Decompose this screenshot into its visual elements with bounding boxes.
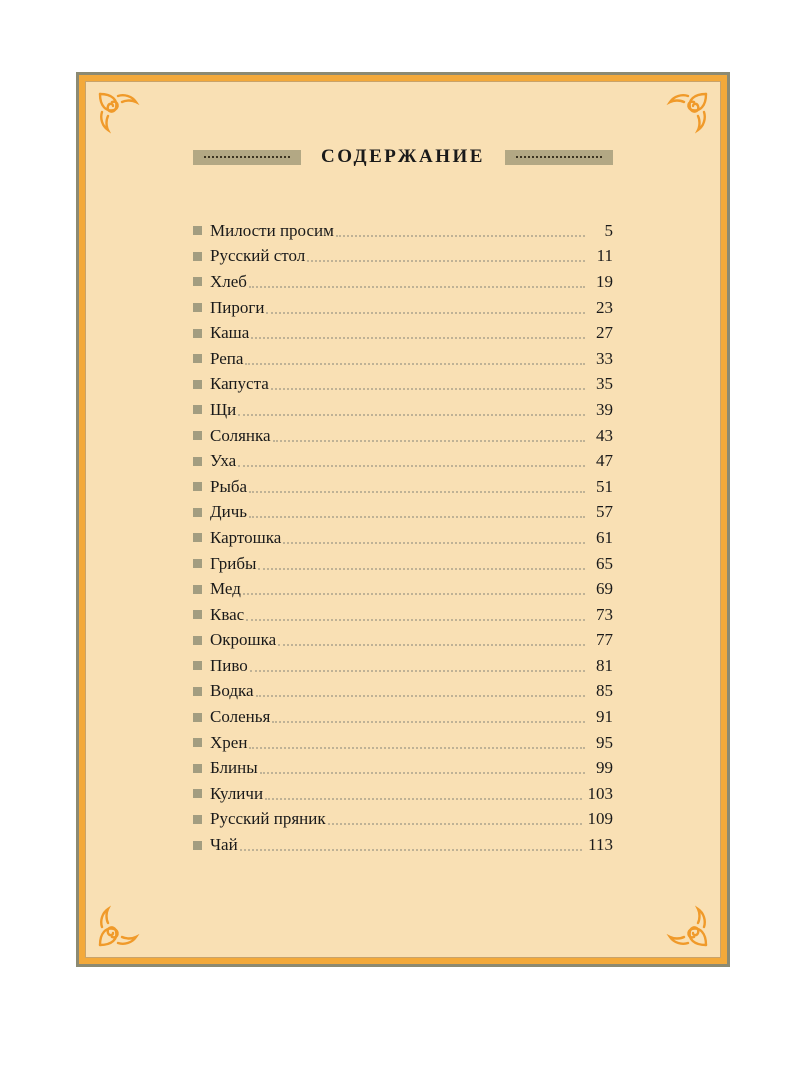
square-bullet-icon bbox=[193, 277, 202, 286]
toc-entry-page-number: 113 bbox=[588, 835, 613, 855]
toc-entry-title: Блины bbox=[210, 758, 258, 778]
square-bullet-icon bbox=[193, 329, 202, 338]
toc-entry-page-number: 77 bbox=[596, 630, 613, 650]
toc-entry[interactable] bbox=[193, 525, 613, 551]
toc-entry-title: Репа bbox=[210, 348, 244, 368]
toc-entry-page-number: 51 bbox=[596, 476, 613, 496]
toc-entry[interactable] bbox=[193, 755, 613, 781]
dot-leader bbox=[246, 619, 585, 621]
flourish-corner-icon bbox=[96, 90, 140, 134]
square-bullet-icon bbox=[193, 636, 202, 645]
toc-entry-page-number: 43 bbox=[596, 425, 613, 445]
page-frame bbox=[76, 72, 730, 967]
toc-entry-page-number: 33 bbox=[596, 348, 613, 368]
dot-leader bbox=[328, 823, 582, 825]
toc-entry[interactable] bbox=[193, 832, 613, 858]
square-bullet-icon bbox=[193, 789, 202, 798]
square-bullet-icon bbox=[193, 610, 202, 619]
dot-leader bbox=[245, 363, 585, 365]
square-bullet-icon bbox=[193, 252, 202, 261]
dot-leader bbox=[272, 721, 585, 723]
toc-entry-title: Чай bbox=[210, 835, 238, 855]
toc-entry-title: Окрошка bbox=[210, 630, 277, 650]
square-bullet-icon bbox=[193, 226, 202, 235]
toc-entry-page-number: 95 bbox=[596, 732, 613, 752]
dot-leader bbox=[243, 593, 585, 595]
dot-leader bbox=[240, 849, 582, 851]
toc-entry-title: Щи bbox=[210, 399, 237, 419]
toc-entry-page-number: 65 bbox=[596, 553, 613, 573]
square-bullet-icon bbox=[193, 482, 202, 491]
toc-entry-title: Каша bbox=[210, 323, 250, 343]
frame-inner-panel bbox=[85, 81, 721, 958]
dot-leader bbox=[256, 695, 585, 697]
toc-entry-page-number: 73 bbox=[596, 604, 613, 624]
dot-leader bbox=[271, 388, 585, 390]
toc-entry[interactable] bbox=[193, 295, 613, 321]
toc-entry-title: Хлеб bbox=[210, 271, 247, 291]
toc-entry-title: Рыба bbox=[210, 476, 248, 496]
flourish-corner-icon bbox=[666, 90, 710, 134]
toc-entry[interactable] bbox=[193, 397, 613, 423]
dot-leader bbox=[283, 542, 585, 544]
table-of-contents bbox=[193, 218, 613, 858]
toc-entry[interactable] bbox=[193, 474, 613, 500]
frame-orange-border bbox=[79, 75, 727, 964]
toc-entry[interactable] bbox=[193, 576, 613, 602]
heading-row bbox=[86, 146, 720, 168]
square-bullet-icon bbox=[193, 508, 202, 517]
toc-entry-title: Водка bbox=[210, 681, 254, 701]
toc-entry[interactable] bbox=[193, 807, 613, 833]
toc-entry-title: Куличи bbox=[210, 783, 264, 803]
toc-entry-page-number: 57 bbox=[596, 502, 613, 522]
heading-ornament-right bbox=[505, 150, 613, 165]
toc-entry-page-number: 39 bbox=[596, 399, 613, 419]
dot-leader bbox=[250, 670, 585, 672]
square-bullet-icon bbox=[193, 841, 202, 850]
toc-entry-page-number: 103 bbox=[587, 783, 613, 803]
toc-entry-title: Мед bbox=[210, 579, 241, 599]
dot-leader bbox=[238, 414, 585, 416]
toc-entry-title: Русский пряник bbox=[210, 809, 326, 829]
square-bullet-icon bbox=[193, 457, 202, 466]
square-bullet-icon bbox=[193, 661, 202, 670]
toc-entry-title: Русский стол bbox=[210, 246, 306, 266]
toc-entry-page-number: 23 bbox=[596, 297, 613, 317]
toc-entry-page-number: 85 bbox=[596, 681, 613, 701]
toc-entry-title: Грибы bbox=[210, 553, 257, 573]
flourish-corner-icon bbox=[666, 905, 710, 949]
toc-entry[interactable] bbox=[193, 346, 613, 372]
toc-entry[interactable] bbox=[193, 423, 613, 449]
toc-entry-page-number: 81 bbox=[596, 655, 613, 675]
dot-leader bbox=[249, 516, 585, 518]
toc-entry-title: Пироги bbox=[210, 297, 265, 317]
toc-entry-page-number: 47 bbox=[596, 451, 613, 471]
square-bullet-icon bbox=[193, 815, 202, 824]
square-bullet-icon bbox=[193, 738, 202, 747]
toc-entry-title: Пиво bbox=[210, 655, 248, 675]
toc-entry[interactable] bbox=[193, 628, 613, 654]
square-bullet-icon bbox=[193, 764, 202, 773]
dot-leader bbox=[336, 235, 585, 237]
toc-entry-page-number: 27 bbox=[596, 323, 613, 343]
dot-leader bbox=[265, 798, 581, 800]
toc-entry-title: Картошка bbox=[210, 527, 282, 547]
toc-entry-page-number: 35 bbox=[596, 374, 613, 394]
toc-entry[interactable] bbox=[193, 551, 613, 577]
dot-leader bbox=[278, 644, 585, 646]
dot-leader bbox=[251, 337, 585, 339]
toc-entry[interactable] bbox=[193, 218, 613, 244]
toc-entry[interactable] bbox=[193, 269, 613, 295]
square-bullet-icon bbox=[193, 380, 202, 389]
square-bullet-icon bbox=[193, 687, 202, 696]
square-bullet-icon bbox=[193, 559, 202, 568]
square-bullet-icon bbox=[193, 431, 202, 440]
square-bullet-icon bbox=[193, 354, 202, 363]
toc-entry-page-number: 109 bbox=[587, 809, 613, 829]
toc-entry-page-number: 61 bbox=[596, 527, 613, 547]
toc-entry[interactable] bbox=[193, 320, 613, 346]
toc-entry[interactable] bbox=[193, 781, 613, 807]
dot-leader bbox=[249, 491, 585, 493]
dot-leader bbox=[266, 312, 585, 314]
toc-entry-title: Квас bbox=[210, 604, 245, 624]
toc-entry[interactable] bbox=[193, 244, 613, 270]
toc-entry[interactable] bbox=[193, 730, 613, 756]
toc-entry[interactable] bbox=[193, 653, 613, 679]
square-bullet-icon bbox=[193, 533, 202, 542]
toc-entry[interactable] bbox=[193, 602, 613, 628]
dot-leader bbox=[307, 260, 585, 262]
toc-entry[interactable] bbox=[193, 500, 613, 526]
toc-entry-page-number: 69 bbox=[596, 579, 613, 599]
toc-entry[interactable] bbox=[193, 679, 613, 705]
dot-leader bbox=[260, 772, 585, 774]
flourish-corner-icon bbox=[96, 905, 140, 949]
square-bullet-icon bbox=[193, 713, 202, 722]
toc-entry-title: Соленья bbox=[210, 707, 271, 727]
dot-leader bbox=[258, 568, 585, 570]
toc-entry-title: Уха bbox=[210, 451, 237, 471]
dot-leader bbox=[249, 747, 585, 749]
toc-entry-page-number: 99 bbox=[596, 758, 613, 778]
square-bullet-icon bbox=[193, 585, 202, 594]
toc-entry-title: Солянка bbox=[210, 425, 271, 445]
square-bullet-icon bbox=[193, 405, 202, 414]
toc-entry-title: Хрен bbox=[210, 732, 248, 752]
toc-entry-page-number: 19 bbox=[596, 271, 613, 291]
toc-entry-page-number: 5 bbox=[604, 220, 613, 240]
toc-entry-page-number: 91 bbox=[596, 707, 613, 727]
toc-entry[interactable] bbox=[193, 372, 613, 398]
toc-entry-title: Дичь bbox=[210, 502, 247, 522]
toc-entry-title: Капуста bbox=[210, 374, 269, 394]
square-bullet-icon bbox=[193, 303, 202, 312]
dot-leader bbox=[238, 465, 585, 467]
dot-leader bbox=[249, 286, 585, 288]
toc-entry-title: Милости просим bbox=[210, 220, 334, 240]
toc-entry[interactable] bbox=[193, 448, 613, 474]
heading-ornament-left bbox=[193, 150, 301, 165]
toc-entry-page-number: 11 bbox=[596, 246, 613, 266]
dot-leader bbox=[273, 440, 585, 442]
page-title: СОДЕРЖАНИЕ bbox=[321, 146, 485, 167]
toc-entry[interactable] bbox=[193, 704, 613, 730]
